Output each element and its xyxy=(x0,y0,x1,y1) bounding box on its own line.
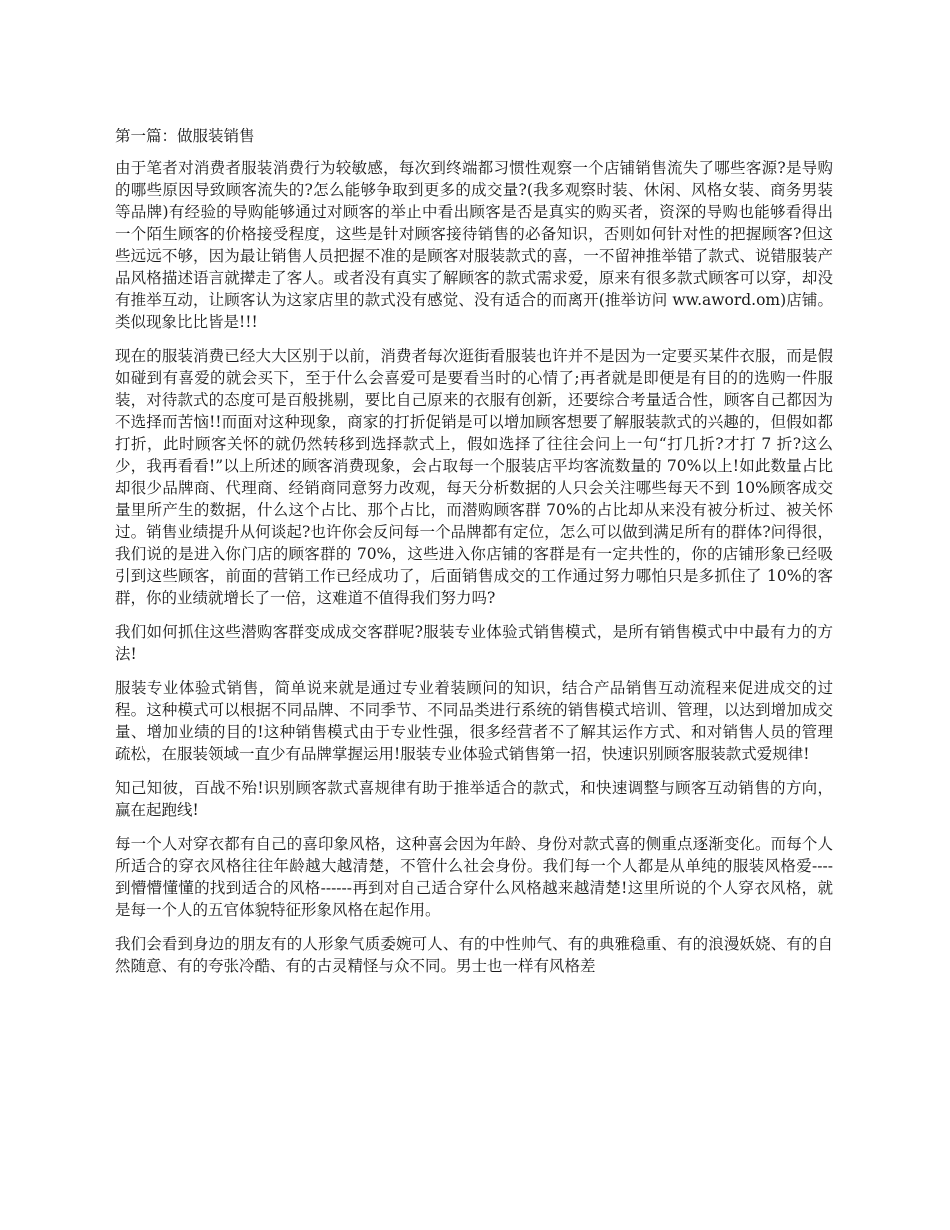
paragraph-4: 服装专业体验式销售，简单说来就是通过专业着装顾问的知识，结合产品销售互动流程来促进成交的过程。这种模式可以根据不同品牌、不同季节、不同品类进行系统的销售模式培训、管理，以达到增加成交量、增加业绩的目的!这种销售模式由于专业性强，很多经营者不了解其运作方式、和对销售人员的管理疏松，在服装领域一直少有品牌掌握运用!服装专业体验式销售第一招，快速识别顾客服装款式爱规律! xyxy=(115,679,833,763)
paragraph-3: 我们如何抓住这些潜购客群变成成交客群呢?服装专业体验式销售模式，是所有销售模式中中最有力的方法! xyxy=(115,623,833,663)
paragraph-7: 我们会看到身边的朋友有的人形象气质委婉可人、有的中性帅气、有的典雅稳重、有的浪漫妖娆、有的自然随意、有的夸张冷酷、有的古灵精怪与众不同。男士也一样有风格差 xyxy=(115,935,833,975)
paragraph-5: 知己知彼，百战不殆!识别顾客款式喜规律有助于推举适合的款式，和快速调整与顾客互动销售的方向，赢在起跑线! xyxy=(115,779,833,819)
paragraph-6: 每一个人对穿衣都有自己的喜印象风格，这种喜会因为年龄、身份对款式喜的侧重点逐渐变化。而每个人所适合的穿衣风格往往年龄越大越清楚，不管什么社会身份。我们每一个人都是从单纯的服装风格爱----到懵懵懂懂的找到适合的风格------再到对自己适合穿什么风格越来越清楚!这里所说的个人穿衣风格，就是每一个人的五官体貌特征形象风格在起作用。 xyxy=(115,835,833,919)
document-title: 第一篇：做服装销售 xyxy=(115,127,255,145)
paragraph-1: 由于笔者对消费者服装消费行为较敏感，每次到终端都习惯性观察一个店铺销售流失了哪些客源?是导购的哪些原因导致顾客流失的?怎么能够争取到更多的成交量?(我多观察时装、休闲、风格女装、商务男装等品牌)有经验的导购能够通过对顾客的举止中看出顾客是否是真实的购买者，资深的导购也能够看得出一个陌生顾客的价格接受程度，这些是针对顾客接待销售的必备知识，否则如何针对性的把握顾客?但这些远远不够，因为最让销售人员把握不准的是顾客对服装款式的喜，一不留神推举错了款式、说错服装产品风格描述语言就撵走了客人。或者没有真实了解顾客的款式需求爱，原来有很多款式顾客可以穿，却没有推举互动，让顾客认为这家店里的款式没有感觉、没有适合的而离开(推举访问 ww.aword.om)店铺。类似现象比比皆是!!! xyxy=(115,159,833,331)
document-page xyxy=(115,125,833,989)
paragraph-2: 现在的服装消费已经大大区别于以前，消费者每次逛街看服装也许并不是因为一定要买某件衣服，而是假如碰到有喜爱的就会买下，至于什么会喜爱可是要看当时的心情了;再者就是即便是有目的的选购一件服装，对待款式的态度可是百般挑剔，要比自己原来的衣服有创新，还要综合考量适合性，顾客自己都因为不选择而苦恼!!而面对这种现象，商家的打折促销是可以增加顾客想要了解服装款式的兴趣的，但假如都打折，此时顾客关怀的就仍然转移到选择款式上，假如选择了往往会问上一句“打几折?才打 7 折?这么少，我再看看!”以上所述的顾客消费现象，会占取每一个服装店平均客流数量的 70%以上!如此数量占比却很少品牌商、代理商、经销商同意努力改观，每天分析数据的人只会关注哪些每天不到 10%顾客成交量里所产生的数据，什么这个占比、那个占比，而潜购顾客群 70%的占比却从来没有被分析过、被关怀过。销售业绩提升从何谈起?也许你会反问每一个品牌都有定位，怎么可以做到满足所有的群体?问得很，我们说的是进入你门店的顾客群的 70%，这些进入你店铺的客群是有一定共性的，你的店铺形象已经吸引到这些顾客，前面的营销工作已经成功了，后面销售成交的工作通过努力哪怕只是多抓住了 10%的客群，你的业绩就增长了一倍，这难道不值得我们努力吗? xyxy=(115,347,833,607)
